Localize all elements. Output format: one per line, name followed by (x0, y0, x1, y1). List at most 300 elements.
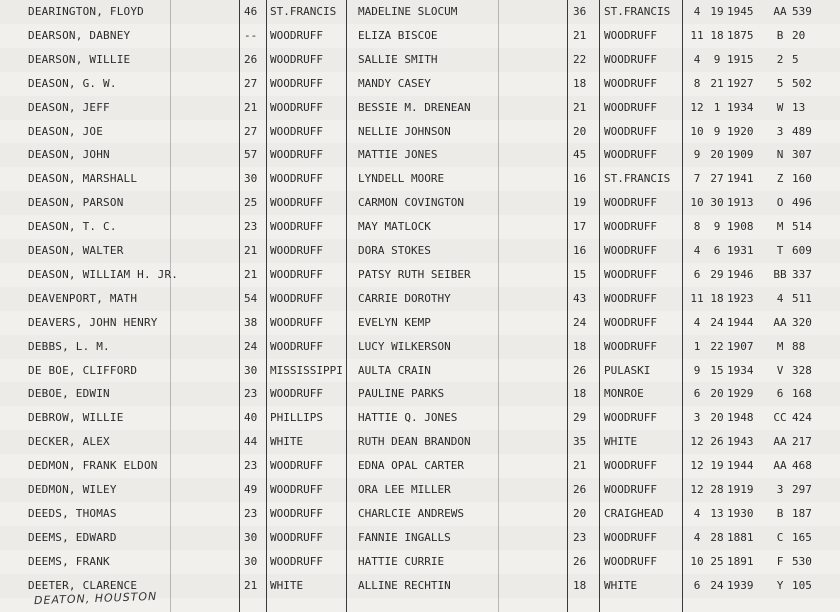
marriage-month: 4 (693, 52, 701, 66)
groom-county: MISSISSIPPI (270, 363, 343, 377)
page-number: 502 (792, 76, 812, 90)
bride-name: LUCY WILKERSON (358, 339, 451, 353)
book-code: M (776, 339, 784, 353)
marriage-month: 10 (690, 554, 704, 568)
table-row (0, 167, 840, 191)
marriage-day: 19 (710, 459, 724, 473)
bride-age: 16 (573, 244, 587, 257)
marriage-year: 1913 (727, 196, 754, 210)
groom-age: 44 (244, 435, 258, 449)
marriage-day: 30 (710, 196, 724, 210)
bride-county: WOODRUFF (604, 76, 657, 90)
page-number: 609 (792, 244, 812, 257)
page-number: 424 (792, 411, 812, 425)
groom-age: 30 (244, 363, 258, 377)
bride-name: PATSY RUTH SEIBER (358, 267, 471, 281)
marriage-month: 9 (693, 148, 701, 162)
table-row (0, 502, 840, 526)
book-code: 6 (776, 387, 784, 401)
marriage-day: 6 (713, 244, 721, 257)
bride-age: 21 (573, 100, 587, 114)
book-code: 3 (776, 124, 784, 138)
bride-county: WOODRUFF (604, 291, 657, 305)
bride-county: WHITE (604, 435, 638, 449)
groom-age: 23 (244, 506, 258, 520)
table-row (0, 191, 840, 215)
marriage-month: 8 (693, 220, 701, 234)
book-code: 3 (776, 483, 784, 496)
marriage-day: 24 (710, 315, 724, 329)
marriage-year: 1908 (727, 220, 754, 234)
bride-age: 20 (573, 124, 587, 138)
marriage-day: 9 (713, 124, 721, 138)
book-code: C (776, 530, 784, 544)
marriage-month: 4 (693, 506, 701, 520)
groom-age: 23 (244, 459, 258, 473)
book-code: W (776, 100, 784, 114)
bride-age: 18 (573, 76, 587, 90)
groom-county: WOODRUFF (270, 52, 323, 66)
marriage-day: 21 (710, 76, 724, 90)
table-row (0, 263, 840, 287)
marriage-year: 1919 (727, 483, 754, 496)
bride-name: SALLIE SMITH (358, 52, 438, 66)
groom-age: 21 (244, 578, 258, 592)
page-number: 20 (792, 28, 806, 42)
groom-county: WOODRUFF (270, 387, 323, 401)
marriage-year: 1927 (727, 76, 754, 90)
marriage-day: 18 (710, 28, 724, 42)
groom-age: 21 (244, 100, 258, 114)
bride-name: EDNA OPAL CARTER (358, 459, 464, 473)
page-number: 5 (792, 52, 799, 66)
marriage-year: 1939 (727, 578, 754, 592)
table-row (0, 287, 840, 311)
groom-name: DEASON, JEFF (28, 100, 110, 114)
bride-age: 17 (573, 220, 587, 234)
groom-name: DEASON, G. W. (28, 76, 117, 90)
marriage-day: 15 (710, 363, 724, 377)
marriage-year: 1934 (727, 100, 754, 114)
groom-county: WOODRUFF (270, 244, 323, 257)
book-code: AA (773, 315, 787, 329)
bride-county: WOODRUFF (604, 483, 657, 496)
marriage-day: 18 (710, 291, 724, 305)
book-code: N (776, 148, 784, 162)
bride-county: WOODRUFF (604, 459, 657, 473)
bride-age: 36 (573, 5, 587, 18)
groom-county: WOODRUFF (270, 100, 323, 114)
bride-county: ST.FRANCIS (604, 172, 671, 186)
table-row (0, 143, 840, 167)
marriage-day: 28 (710, 530, 724, 544)
groom-name: DEAVERS, JOHN HENRY (28, 315, 158, 329)
book-code: 5 (776, 76, 784, 90)
marriage-month: 4 (693, 5, 701, 18)
page-number: 297 (792, 483, 812, 496)
bride-name: LYNDELL MOORE (358, 172, 445, 186)
groom-age: 57 (244, 148, 258, 162)
bride-name: ORA LEE MILLER (358, 483, 451, 496)
groom-name: DEEMS, EDWARD (28, 530, 117, 544)
bride-name: RUTH DEAN BRANDON (358, 435, 471, 449)
bride-name: PAULINE PARKS (358, 387, 445, 401)
marriage-year: 1881 (727, 530, 754, 544)
groom-name: DEBBS, L. M. (28, 339, 110, 353)
groom-name: DEASON, T. C. (28, 220, 117, 234)
table-row (0, 478, 840, 502)
bride-county: WOODRUFF (604, 315, 657, 329)
marriage-month: 10 (690, 196, 704, 210)
groom-county: WOODRUFF (270, 28, 323, 42)
table-row (0, 215, 840, 239)
marriage-month: 12 (690, 459, 704, 473)
page-number: 511 (792, 291, 812, 305)
groom-name: DEETER, CLARENCE (28, 578, 138, 592)
table-row (0, 96, 840, 120)
marriage-day: 20 (710, 148, 724, 162)
groom-county: WOODRUFF (270, 459, 323, 473)
marriage-year: 1875 (727, 28, 754, 42)
bride-county: WOODRUFF (604, 196, 657, 210)
bride-name: DORA STOKES (358, 244, 431, 257)
groom-name: DEEMS, FRANK (28, 554, 110, 568)
groom-county: WOODRUFF (270, 267, 323, 281)
bride-county: WOODRUFF (604, 554, 657, 568)
groom-age: 27 (244, 76, 258, 90)
bride-name: BESSIE M. DRENEAN (358, 100, 471, 114)
groom-age: 25 (244, 196, 258, 210)
table-row (0, 382, 840, 406)
bride-county: WOODRUFF (604, 220, 657, 234)
bride-age: 19 (573, 196, 587, 210)
table-row (0, 359, 840, 383)
marriage-year: 1920 (727, 124, 754, 138)
marriage-month: 6 (693, 387, 701, 401)
table-row (0, 335, 840, 359)
groom-county: PHILLIPS (270, 411, 323, 425)
book-code: AA (773, 5, 787, 18)
page-number: 307 (792, 148, 812, 162)
book-code: BB (773, 267, 787, 281)
marriage-day: 9 (713, 220, 721, 234)
bride-age: 21 (573, 28, 587, 42)
bride-county: WOODRUFF (604, 52, 657, 66)
page-number: 160 (792, 172, 812, 186)
bride-name: ELIZA BISCOE (358, 28, 438, 42)
groom-age: 30 (244, 554, 258, 568)
groom-name: DECKER, ALEX (28, 435, 110, 449)
marriage-day: 22 (710, 339, 724, 353)
table-row (0, 0, 840, 24)
groom-age: 27 (244, 124, 258, 138)
marriage-year: 1930 (727, 506, 754, 520)
bride-county: PULASKI (604, 363, 651, 377)
marriage-year: 1941 (727, 172, 754, 186)
page-number: 514 (792, 220, 812, 234)
marriage-day: 20 (710, 387, 724, 401)
marriage-year: 1943 (727, 435, 754, 449)
bride-name: HATTIE Q. JONES (358, 411, 458, 425)
groom-age: 23 (244, 220, 258, 234)
page-number: 530 (792, 554, 812, 568)
bride-name: MATTIE JONES (358, 148, 438, 162)
groom-county: WOODRUFF (270, 220, 323, 234)
marriage-month: 10 (690, 124, 704, 138)
marriage-month: 6 (693, 578, 701, 592)
bride-age: 16 (573, 172, 587, 186)
groom-name: DEASON, PARSON (28, 196, 124, 210)
page-number: 496 (792, 196, 812, 210)
marriage-month: 9 (693, 363, 701, 377)
table-row (0, 311, 840, 335)
table-row (0, 120, 840, 144)
table-row (0, 48, 840, 72)
marriage-month: 12 (690, 100, 704, 114)
marriage-year: 1891 (727, 554, 754, 568)
bride-county: MONROE (604, 387, 644, 401)
marriage-day: 1 (713, 100, 721, 114)
table-row (0, 454, 840, 478)
marriage-month: 8 (693, 76, 701, 90)
marriage-year: 1909 (727, 148, 754, 162)
groom-age: 46 (244, 5, 258, 18)
bride-age: 23 (573, 530, 587, 544)
marriage-year: 1946 (727, 267, 754, 281)
groom-county: ST.FRANCIS (270, 5, 337, 18)
page-number: 328 (792, 363, 812, 377)
marriage-day: 9 (713, 52, 721, 66)
bride-county: WOODRUFF (604, 148, 657, 162)
groom-name: DEASON, JOE (28, 124, 104, 138)
bride-county: WOODRUFF (604, 411, 657, 425)
bride-county: WOODRUFF (604, 100, 657, 114)
marriage-day: 29 (710, 267, 724, 281)
groom-county: WOODRUFF (270, 172, 323, 186)
bride-age: 29 (573, 411, 587, 425)
bride-name: HATTIE CURRIE (358, 554, 445, 568)
groom-name: DEARSON, WILLIE (28, 52, 131, 66)
groom-county: WOODRUFF (270, 506, 323, 520)
groom-name: DEBROW, WILLIE (28, 411, 124, 425)
marriage-year: 1944 (727, 315, 754, 329)
bride-name: CARMON COVINGTON (358, 196, 464, 210)
groom-county: WOODRUFF (270, 76, 323, 90)
book-code: F (776, 554, 784, 568)
marriage-month: 12 (690, 435, 704, 449)
marriage-year: 1934 (727, 363, 754, 377)
bride-county: WOODRUFF (604, 28, 657, 42)
book-code: CC (773, 411, 787, 425)
bride-name: FANNIE INGALLS (358, 530, 451, 544)
marriage-year: 1929 (727, 387, 754, 401)
marriage-day: 20 (710, 411, 724, 425)
table-row (0, 550, 840, 574)
bride-name: ALLINE RECHTIN (358, 578, 451, 592)
bride-county: WOODRUFF (604, 530, 657, 544)
page-number: 187 (792, 506, 812, 520)
book-code: AA (773, 435, 787, 449)
groom-county: WHITE (270, 435, 304, 449)
book-code: Z (776, 172, 784, 186)
bride-name: NELLIE JOHNSON (358, 124, 451, 138)
book-code: 2 (776, 52, 784, 66)
bride-county: WOODRUFF (604, 124, 657, 138)
groom-age: 49 (244, 483, 258, 496)
page-number: 337 (792, 267, 812, 281)
book-code: M (776, 220, 784, 234)
groom-age: 40 (244, 411, 258, 425)
marriage-year: 1944 (727, 459, 754, 473)
marriage-year: 1923 (727, 291, 754, 305)
marriage-day: 13 (710, 506, 724, 520)
bride-county: ST.FRANCIS (604, 5, 671, 18)
groom-county: WOODRUFF (270, 554, 323, 568)
bride-name: CARRIE DOROTHY (358, 291, 451, 305)
marriage-month: 6 (693, 267, 701, 281)
bride-county: WHITE (604, 578, 638, 592)
groom-age: 21 (244, 244, 258, 257)
bride-age: 26 (573, 483, 587, 496)
marriage-month: 1 (693, 339, 701, 353)
marriage-month: 11 (690, 291, 704, 305)
book-code: B (776, 28, 784, 42)
groom-county: WHITE (270, 578, 304, 592)
page-number: 468 (792, 459, 812, 473)
bride-age: 24 (573, 315, 587, 329)
groom-age: 23 (244, 387, 258, 401)
groom-age: 30 (244, 530, 258, 544)
marriage-year: 1931 (727, 244, 754, 257)
bride-name: AULTA CRAIN (358, 363, 431, 377)
groom-name: DEEDS, THOMAS (28, 506, 117, 520)
groom-age: 24 (244, 339, 258, 353)
bride-age: 20 (573, 506, 587, 520)
groom-name: DEASON, JOHN (28, 148, 110, 162)
groom-name: DEASON, WALTER (28, 244, 124, 257)
groom-age: 21 (244, 267, 258, 281)
bride-name: EVELYN KEMP (358, 315, 431, 329)
marriage-day: 25 (710, 554, 724, 568)
groom-name: DEASON, MARSHALL (28, 172, 138, 186)
marriage-month: 11 (690, 28, 704, 42)
table-row (0, 526, 840, 550)
page-number: 13 (792, 100, 806, 114)
marriage-year: 1945 (727, 5, 754, 18)
groom-age: 30 (244, 172, 258, 186)
page-number: 105 (792, 578, 812, 592)
page-number: 168 (792, 387, 812, 401)
marriage-month: 7 (693, 172, 701, 186)
groom-age: -- (244, 28, 258, 42)
bride-name: CHARLCIE ANDREWS (358, 506, 464, 520)
bride-age: 18 (573, 339, 587, 353)
handwritten-note: DEATON, HOUSTON (33, 589, 158, 608)
bride-age: 43 (573, 291, 587, 305)
book-code: B (776, 506, 784, 520)
marriage-year: 1915 (727, 52, 754, 66)
marriage-day: 28 (710, 483, 724, 496)
marriage-month: 12 (690, 483, 704, 496)
table-row (0, 239, 840, 263)
book-code: O (776, 196, 784, 210)
groom-name: DEARINGTON, FLOYD (28, 5, 144, 18)
book-code: T (776, 244, 784, 257)
page-number: 165 (792, 530, 812, 544)
bride-county: WOODRUFF (604, 244, 657, 257)
groom-county: WOODRUFF (270, 124, 323, 138)
bride-age: 26 (573, 363, 587, 377)
bride-name: MAY MATLOCK (358, 220, 431, 234)
page-number: 489 (792, 124, 812, 138)
groom-county: WOODRUFF (270, 291, 323, 305)
marriage-day: 19 (710, 5, 724, 18)
book-code: AA (773, 459, 787, 473)
bride-age: 21 (573, 459, 587, 473)
table-row (0, 430, 840, 454)
groom-county: WOODRUFF (270, 315, 323, 329)
bride-age: 22 (573, 52, 587, 66)
groom-name: DEARSON, DABNEY (28, 28, 131, 42)
marriage-day: 24 (710, 578, 724, 592)
groom-name: DEDMON, WILEY (28, 483, 117, 496)
page-number: 539 (792, 5, 812, 18)
groom-county: WOODRUFF (270, 483, 323, 496)
book-code: V (776, 363, 784, 377)
bride-age: 18 (573, 387, 587, 401)
bride-county: CRAIGHEAD (604, 506, 664, 520)
bride-name: MADELINE SLOCUM (358, 5, 458, 18)
marriage-month: 4 (693, 315, 701, 329)
groom-age: 26 (244, 52, 258, 66)
marriage-month: 3 (693, 411, 701, 425)
groom-name: DEDMON, FRANK ELDON (28, 459, 158, 473)
page-number: 88 (792, 339, 806, 353)
table-row (0, 24, 840, 48)
groom-age: 54 (244, 291, 258, 305)
bride-age: 35 (573, 435, 587, 449)
groom-age: 38 (244, 315, 258, 329)
groom-name: DEASON, WILLIAM H. JR. (28, 267, 179, 281)
book-code: 4 (776, 291, 784, 305)
page-number: 320 (792, 315, 812, 329)
groom-name: DEAVENPORT, MATH (28, 291, 138, 305)
groom-county: WOODRUFF (270, 530, 323, 544)
groom-name: DE BOE, CLIFFORD (28, 363, 138, 377)
bride-age: 18 (573, 578, 587, 592)
marriage-month: 4 (693, 244, 701, 257)
groom-county: WOODRUFF (270, 148, 323, 162)
marriage-day: 26 (710, 435, 724, 449)
marriage-month: 4 (693, 530, 701, 544)
table-row (0, 406, 840, 430)
marriage-year: 1948 (727, 411, 754, 425)
marriage-year: 1907 (727, 339, 754, 353)
table-row (0, 72, 840, 96)
bride-age: 15 (573, 267, 587, 281)
bride-age: 26 (573, 554, 587, 568)
book-code: Y (776, 578, 784, 592)
marriage-day: 27 (710, 172, 724, 186)
page-number: 217 (792, 435, 812, 449)
bride-county: WOODRUFF (604, 339, 657, 353)
bride-age: 45 (573, 148, 587, 162)
groom-county: WOODRUFF (270, 339, 323, 353)
groom-name: DEBOE, EDWIN (28, 387, 110, 401)
bride-county: WOODRUFF (604, 267, 657, 281)
bride-name: MANDY CASEY (358, 76, 431, 90)
groom-county: WOODRUFF (270, 196, 323, 210)
